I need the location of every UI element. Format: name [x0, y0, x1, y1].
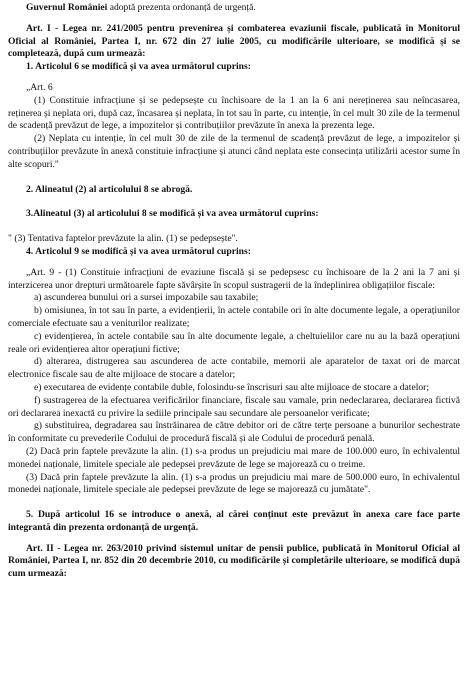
article-2-heading: Art. II - Legea nr. 263/2010 privind sistemul unitar de pensii publice, publicată în Monitorul Oficial al României, Partea I, nr. 852 din 20 decembrie 2010, cu modificările și completările ulterioare, se modifică după cum urmează: — [8, 542, 460, 580]
article-9-item-g: g) substituirea, degradarea sau înstrăinarea de către debitor ori de către terțe persoane a bunurilor sechestrate în conformitate cu prevederile Codului de procedură fiscală și ale Codului de procedură penală. — [8, 420, 460, 445]
article-9-item-c: c) evidențierea, în actele contabile sau în alte documente legale, a cheltuielilor care nu au la bază operațiuni reale ori evidențierea altor operațiuni fictive; — [8, 330, 460, 355]
intro-text: adoptă prezenta ordonanță de urgență. — [107, 2, 256, 13]
article-1-heading: Art. I - Legea nr. 241/2005 pentru prevenirea și combaterea evaziunii fiscale, publicată în Monitorul Oficial al României, Partea I, nr. 672 din 27 iulie 2005, cu modificările ulterioare, se modifică și se completează, după cum urmează: — [8, 22, 460, 60]
article-9-paragraph-2: (2) Dacă prin faptele prevăzute la alin. (1) s-a produs un prejudiciu mai mare de 100.000 euro, în echivalentul monedei naționale, limitele speciale ale pedepsei prevăzute de lege se majorează cu o treime. — [8, 445, 460, 470]
article-6-paragraph-2: (2) Neplata cu intenție, în cel mult 30 de zile de la termenul de scadență prevăzut de lege, a impozitelor și contribuțiilor prevăzute în anexă constituie infracțiune și atunci când neplata este consecința utilizării acestor sume în alte scopuri." — [8, 133, 460, 170]
point-4-heading: 4. Articolul 9 se modifică și va avea următorul cuprins: — [26, 245, 251, 257]
article-9-item-e: e) executarea de evidențe contabile duble, folosindu-se înscrisuri sau alte mijloace de stocare a datelor; — [34, 381, 430, 393]
point-1-heading: 1. Articolul 6 se modifică și va avea următorul cuprins: — [26, 61, 251, 73]
point-3-text: " (3) Tentativa faptelor prevăzute la alin. (1) se pedepsește". — [8, 233, 238, 245]
point-5: 5. După articolul 16 se introduce o anexă, al cărei conținut este prevăzut în anexa care face parte integrantă din prezenta ordonanță de urgență. — [8, 509, 460, 533]
article-6-title: „Art. 6 — [26, 81, 53, 93]
article-9-item-d: d) alterarea, distrugerea sau ascunderea de acte contabile, memorii ale aparatelor de taxat ori de marcat electronice fiscale sau de alte mijloace de stocare a datelor; — [8, 356, 460, 381]
point-3-heading: 3.Alineatul (3) al articolului 8 se modifică și va avea următorul cuprins: — [26, 208, 319, 220]
point-2: 2. Alineatul (2) al articolului 8 se abrogă. — [26, 183, 193, 195]
article-6-paragraph-1: (1) Constituie infracțiune și se pedepsește cu închisoare de la 1 an la 6 ani nereținerea sau neîncasarea, reținerea și neplata ori, după caz, încasarea și neplata, în tot sau în parte, cu intenție, în cel mult 30 zile de la termenul de scadență prevăzut de lege, a impozitelor și contribuțiilor prevăzute în anexa la prezenta lege. — [8, 94, 460, 132]
article-9-item-f: f) sustragerea de la efectuarea verificărilor financiare, fiscale sau vamale, prin nedeclararea, declararea fictivă ori declararea inexactă cu privire la sediile principale sau secundare ale persoanelor verificate; — [8, 394, 460, 419]
intro-government: Guvernul României — [26, 2, 108, 13]
article-9-item-a: a) ascunderea bunului ori a sursei impozabile sau taxabile; — [34, 292, 259, 304]
article-9-paragraph-3: (3) Dacă prin faptele prevăzute la alin. (1) s-a produs un prejudiciu mai mare de 500.000 euro, în echivalentul monedei naționale, limitele speciale ale pedepsei prevăzute de lege se majorează cu jumătate". — [8, 471, 460, 496]
article-9-lead: „Art. 9 - (1) Constituie infracțiuni de evaziune fiscală și se pedepsesc cu închisoare de la 2 ani la 7 ani și interzicerea unor drepturi următoarele fapte săvârșite în scopul sustragerii de la îndeplinirea obligațiilor fiscale: — [8, 266, 460, 291]
intro-paragraph — [8, 2, 460, 15]
article-9-item-b: b) omisiunea, în tot sau în parte, a evidențierii, în actele contabile ori în alte documente legale, a operațiunilor comerciale efectuate sau a veniturilor realizate; — [8, 305, 460, 329]
